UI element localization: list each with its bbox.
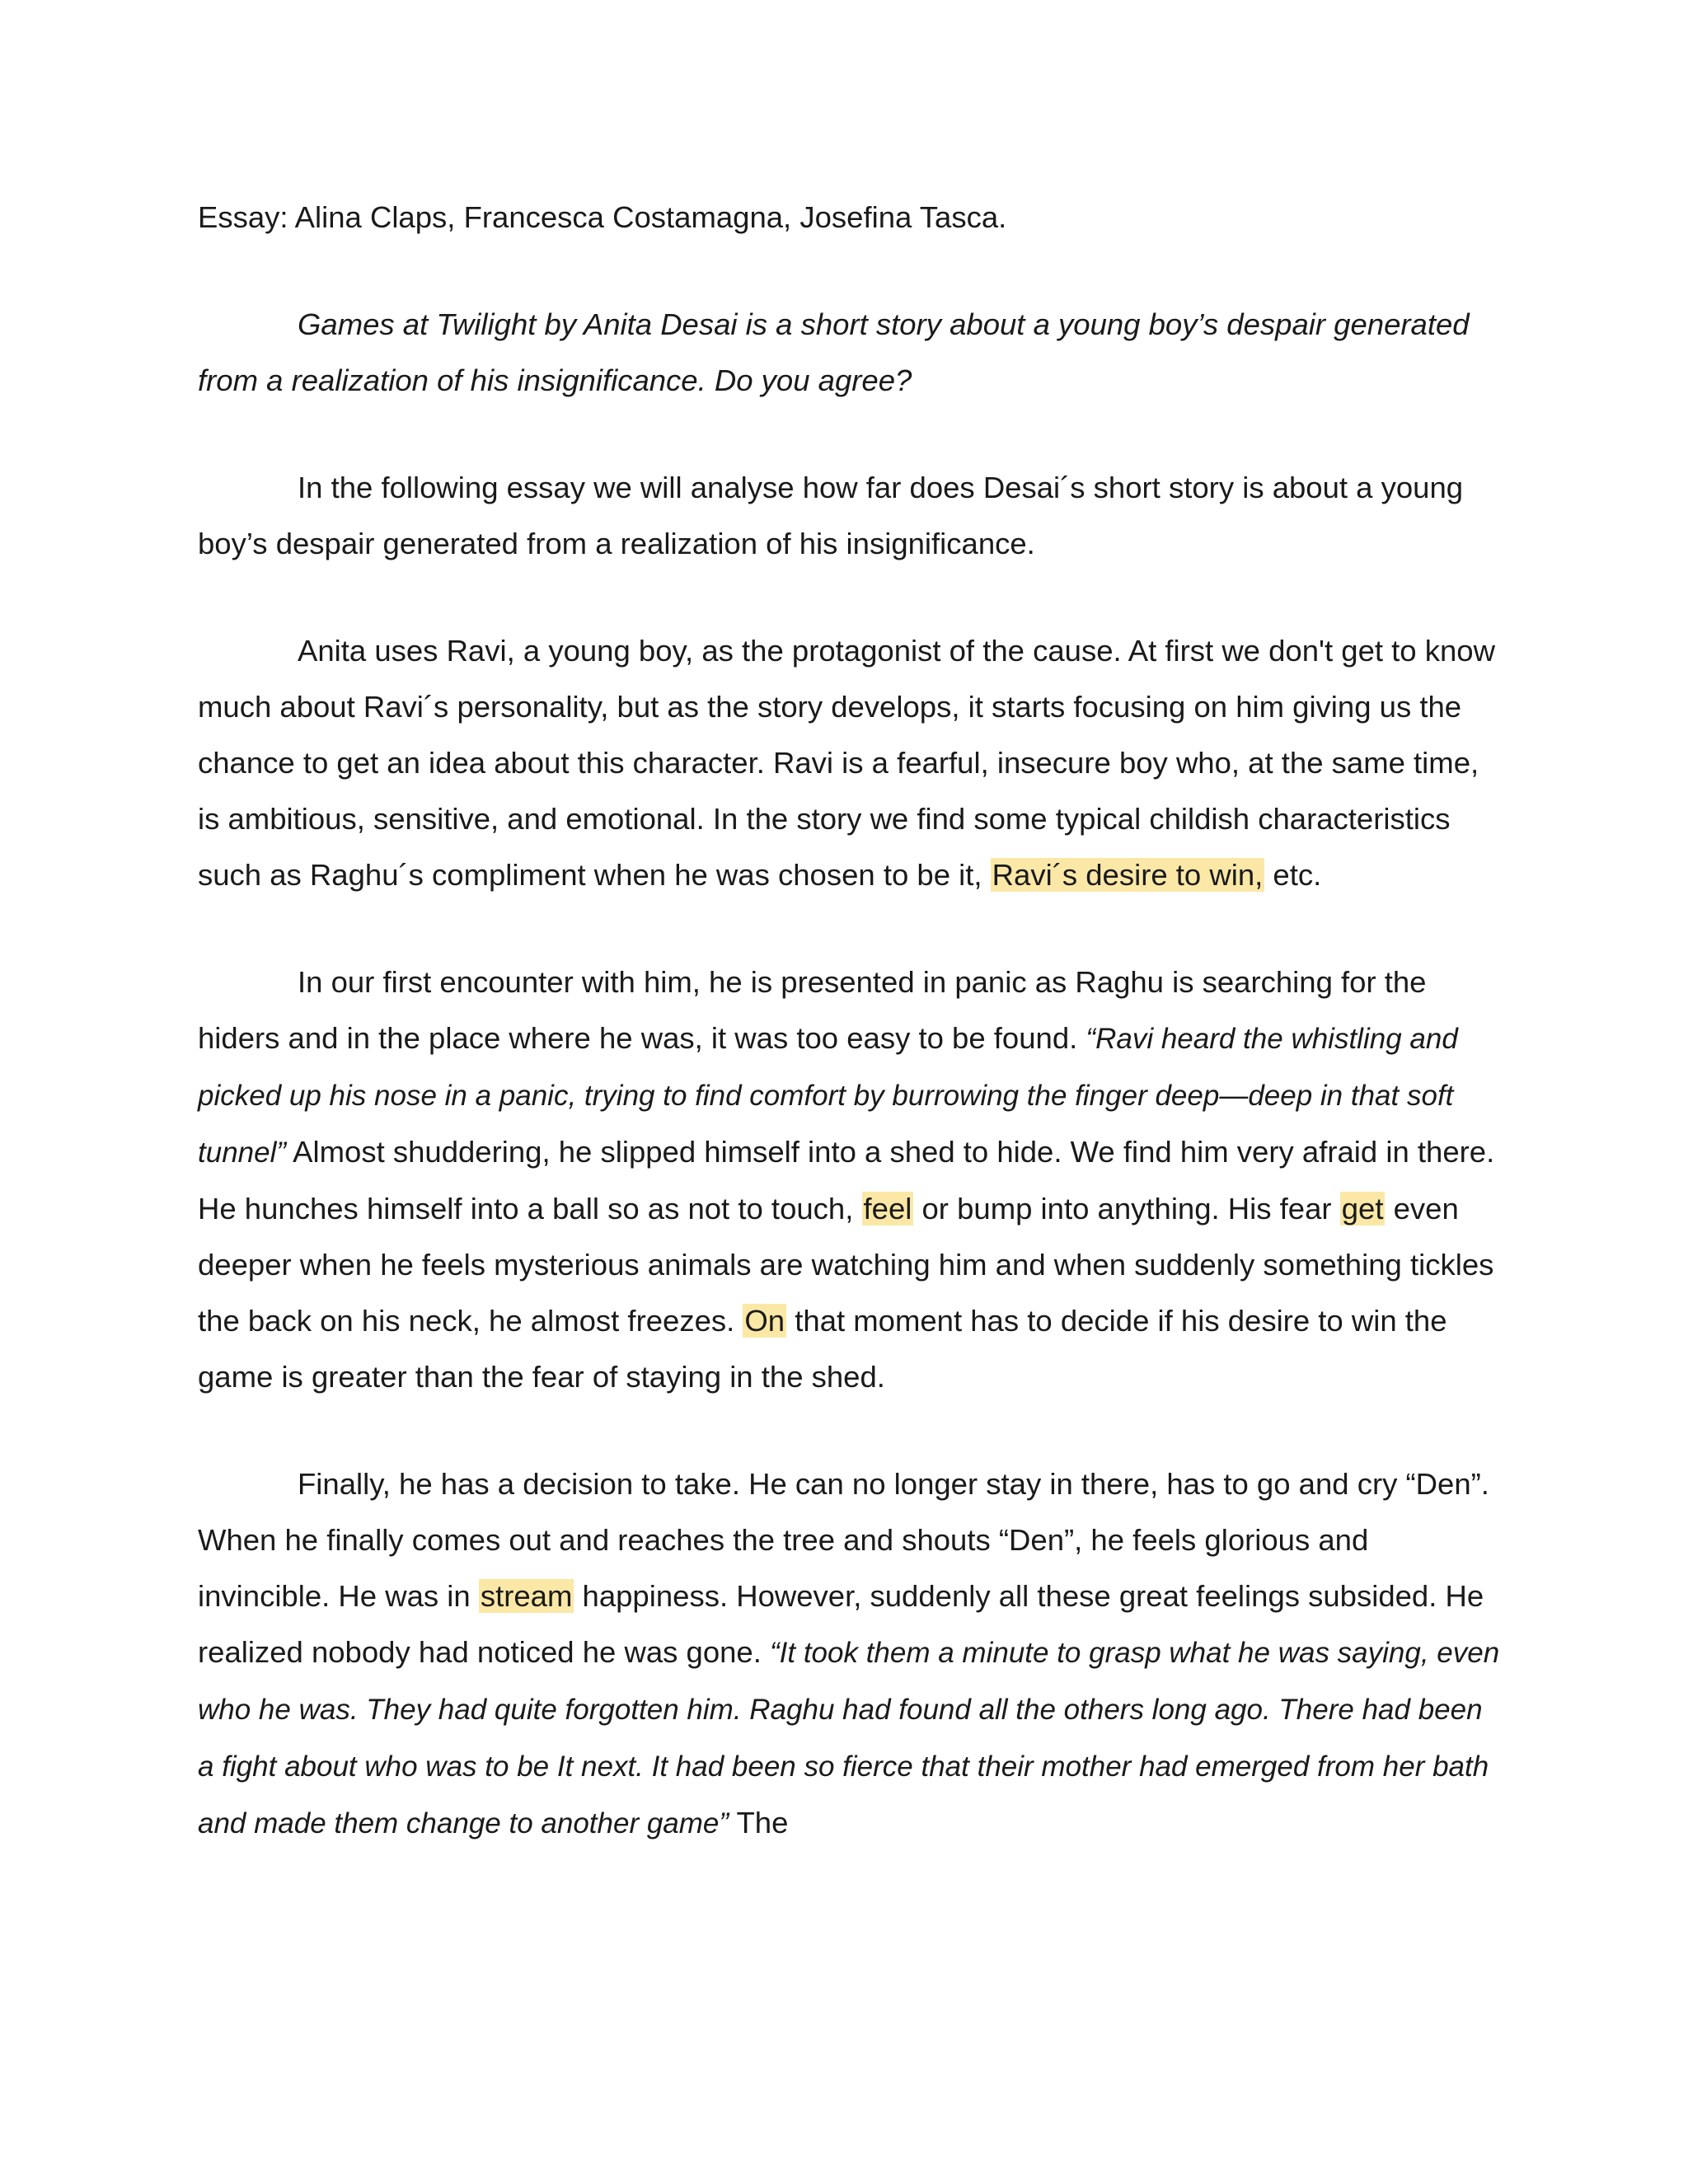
highlight-feel: feel (863, 1192, 912, 1226)
spacer (198, 409, 1500, 460)
essay-prompt: Games at Twilight by Anita Desai is a short story about a young boy’s despair generated from a realization of his insignificance. Do you agree? (198, 307, 1470, 397)
spacer (198, 1405, 1500, 1456)
paragraph-intro: In the following essay we will analyse how far does Desai´s short story is about a young boy’s despair generated from a realization of his insignificance. (198, 471, 1464, 560)
highlight-on: On (744, 1304, 785, 1338)
highlight-ravis-desire: Ravi´s desire to win, (992, 858, 1264, 892)
paragraph-decision (198, 1456, 1500, 1852)
essay-body (198, 190, 1500, 1852)
paragraph-first-encounter (198, 954, 1500, 1405)
paragraph-protagonist (198, 623, 1500, 903)
quote-it-took-them: “It took them a minute to grasp what he was saying, even who he was. They had quite forgotten him. Raghu had found all the others long ago. There had been a fight about who was to be It next. It had been so fierce that their mother had emerged from her bath and made them change to another game” (198, 1637, 1500, 1840)
spacer (198, 572, 1500, 623)
highlight-get: get (1341, 1192, 1384, 1226)
text-run: etc. (1264, 858, 1322, 892)
quote-ravi-heard: “Ravi heard the whistling and picked up his nose in a panic, trying to find comfort by burrowing the finger deep—deep in that soft tunnel” (198, 1023, 1458, 1169)
text-run: Anita uses Ravi, a young boy, as the protagonist of the cause. At first we don't get to know much about Ravi´s personality, but as the story develops, it starts focusing on him giving us the chance to get an idea about this character. Ravi is a fearful, insecure boy who, at the same time, is ambitious, sensitive, and emotional. In the story we find some typical childish characteristics such as Raghu´s compliment when he was chosen to be it, (198, 634, 1495, 892)
text-run: even deeper when he feels mysterious animals are watching him and when suddenly something tickles the back on his neck, he almost freezes. (198, 1192, 1494, 1338)
text-run: or bump into anything. His fear (913, 1192, 1340, 1226)
highlight-stream: stream (480, 1579, 573, 1613)
text-run: that moment has to decide if his desire to win the game is greater than the fear of staying in the shed. (198, 1304, 1447, 1394)
text-run: happiness. However, suddenly all these great feelings subsided. He realized nobody had noticed he was gone. (198, 1579, 1484, 1669)
spacer (198, 903, 1500, 954)
essay-header: Essay: Alina Claps, Francesca Costamagna, Josefina Tasca. (198, 200, 1007, 234)
text-run: The (729, 1806, 789, 1840)
spacer (198, 246, 1500, 297)
text-run: Almost shuddering, he slipped himself into a shed to hide. We find him very afraid in there. He hunches himself into a ball so as not to touch, (198, 1135, 1495, 1226)
text-run: In our first encounter with him, he is presented in panic as Raghu is searching for the hiders and in the place where he was, it was too easy to be found. (198, 965, 1427, 1055)
text-run: Finally, he has a decision to take. He can no longer stay in there, has to go and cry “Den”. When he finally comes out and reaches the tree and shouts “Den”, he feels glorious and invincible. He was in (198, 1467, 1489, 1613)
